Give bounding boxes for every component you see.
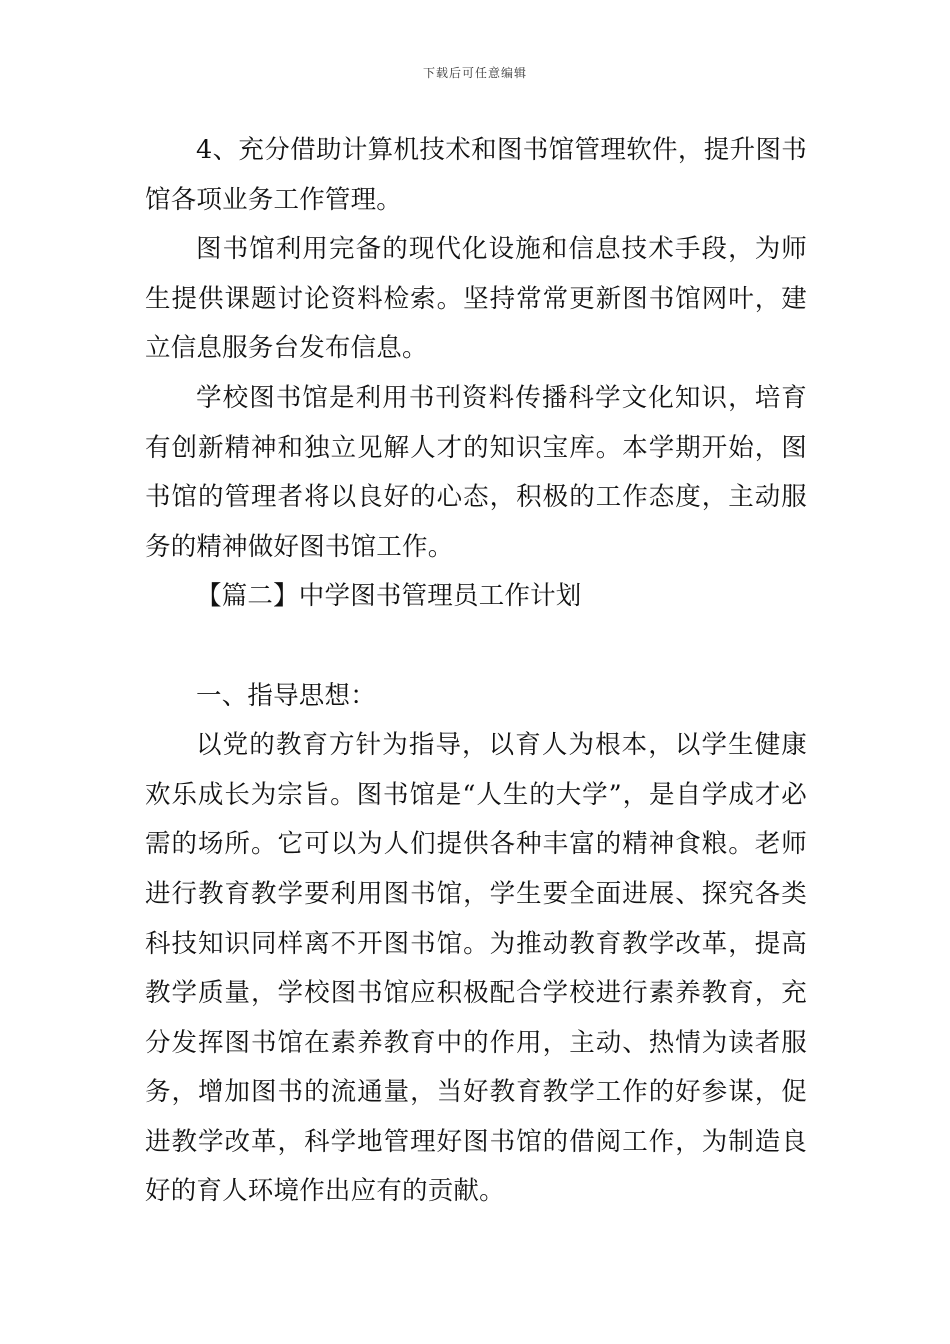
document-body — [145, 126, 807, 1217]
paragraph-guiding-thought: 以党的教育方针为指导，以育人为根本，以学生健康欢乐成长为宗旨。图书馆是“人生的大学”，是自学成才必需的场所。它可以为人们提供各种丰富的精神食粮。老师进行教育教学要利用图书馆，学生要全面进展、探究各类科技知识同样离不开图书馆。为推动教育教学改革，提高教学质量，学校图书馆应积极配合学校进行素养教育，充分发挥图书馆在素养教育中的作用，主动、热情为读者服务，增加图书的流通量，当好教育教学工作的好参谋，促进教学改革，科学地管理好图书馆的借阅工作，为制造良好的育人环境作出应有的贡献。 — [145, 730, 807, 1207]
paragraph-library-tech: 图书馆利用完备的现代化设施和信息技术手段，为师生提供课题讨论资料检索。坚持常常更新图书馆网叶，建立信息服务台发布信息。 — [145, 234, 807, 364]
subheading-guiding-thought: 一、指导思想： — [196, 680, 376, 711]
blank-line — [145, 622, 807, 672]
paragraph-item-4: 4、充分借助计算机技术和图书馆管理软件，提升图书馆各项业务工作管理。 — [145, 135, 807, 215]
header-note: 下载后可任意编辑 — [422, 66, 527, 80]
paragraph-library-mission: 学校图书馆是利用书刊资料传播科学文化知识，培育有创新精神和独立见解人才的知识宝库。本学期开始，图书馆的管理者将以良好的心态，积极的工作态度，主动服务的精神做好图书馆工作。 — [145, 382, 807, 562]
section-heading: 【篇二】中学图书管理员工作计划 — [196, 581, 582, 612]
